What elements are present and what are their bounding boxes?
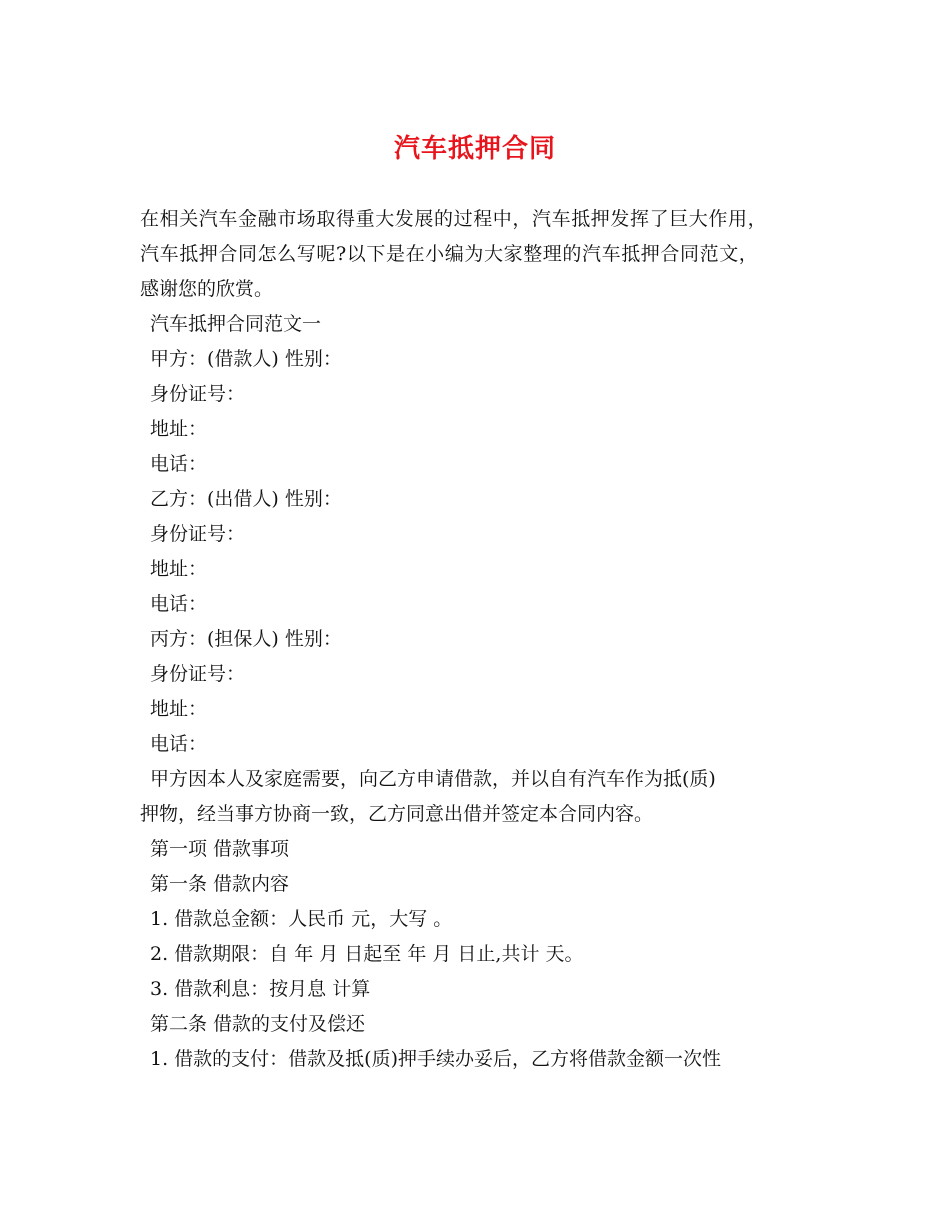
document-title: 汽车抵押合同 <box>393 134 556 164</box>
article-heading-1: 第一条 借款内容 <box>150 873 290 895</box>
party-b-phone-line: 电话： <box>150 593 208 615</box>
article-heading-2: 第二条 借款的支付及偿还 <box>150 1013 366 1035</box>
preamble-line-2: 押物，经当事方协商一致，乙方同意出借并签定本合同内容。 <box>140 803 654 825</box>
clause-heading-1: 第一项 借款事项 <box>150 838 290 860</box>
document-body <box>140 202 840 1077</box>
intro-line-2: 汽车抵押合同怎么写呢?以下是在小编为大家整理的汽车抵押合同范文， <box>140 243 759 265</box>
clause-item-amount: 1. 借款总金额：人民币 元，大写 。 <box>150 908 453 930</box>
party-c-line: 丙方：(担保人) 性别： <box>150 628 342 650</box>
section-heading: 汽车抵押合同范文一 <box>150 313 322 335</box>
clause-item-interest: 3. 借款利息：按月息 计算 <box>150 978 371 1000</box>
party-c-address-line: 地址： <box>150 698 208 720</box>
party-a-address-line: 地址： <box>150 418 208 440</box>
intro-line-3: 感谢您的欣赏。 <box>140 278 274 300</box>
party-a-line: 甲方：(借款人) 性别： <box>150 348 342 370</box>
party-a-id-line: 身份证号： <box>150 383 246 405</box>
party-b-address-line: 地址： <box>150 558 208 580</box>
party-a-phone-line: 电话： <box>150 453 208 475</box>
intro-line-1: 在相关汽车金融市场取得重大发展的过程中，汽车抵押发挥了巨大作用， <box>140 208 768 230</box>
preamble-line-1: 甲方因本人及家庭需要，向乙方申请借款，并以自有汽车作为抵(质) <box>150 768 716 790</box>
party-c-phone-line: 电话： <box>150 733 208 755</box>
clause-item-term: 2. 借款期限：自 年 月 日起至 年 月 日止,共计 天。 <box>150 943 584 965</box>
clause-item-payment: 1. 借款的支付：借款及抵(质)押手续办妥后，乙方将借款金额一次性 <box>150 1048 721 1070</box>
party-c-id-line: 身份证号： <box>150 663 246 685</box>
party-b-line: 乙方：(出借人) 性别： <box>150 488 342 510</box>
party-b-id-line: 身份证号： <box>150 523 246 545</box>
